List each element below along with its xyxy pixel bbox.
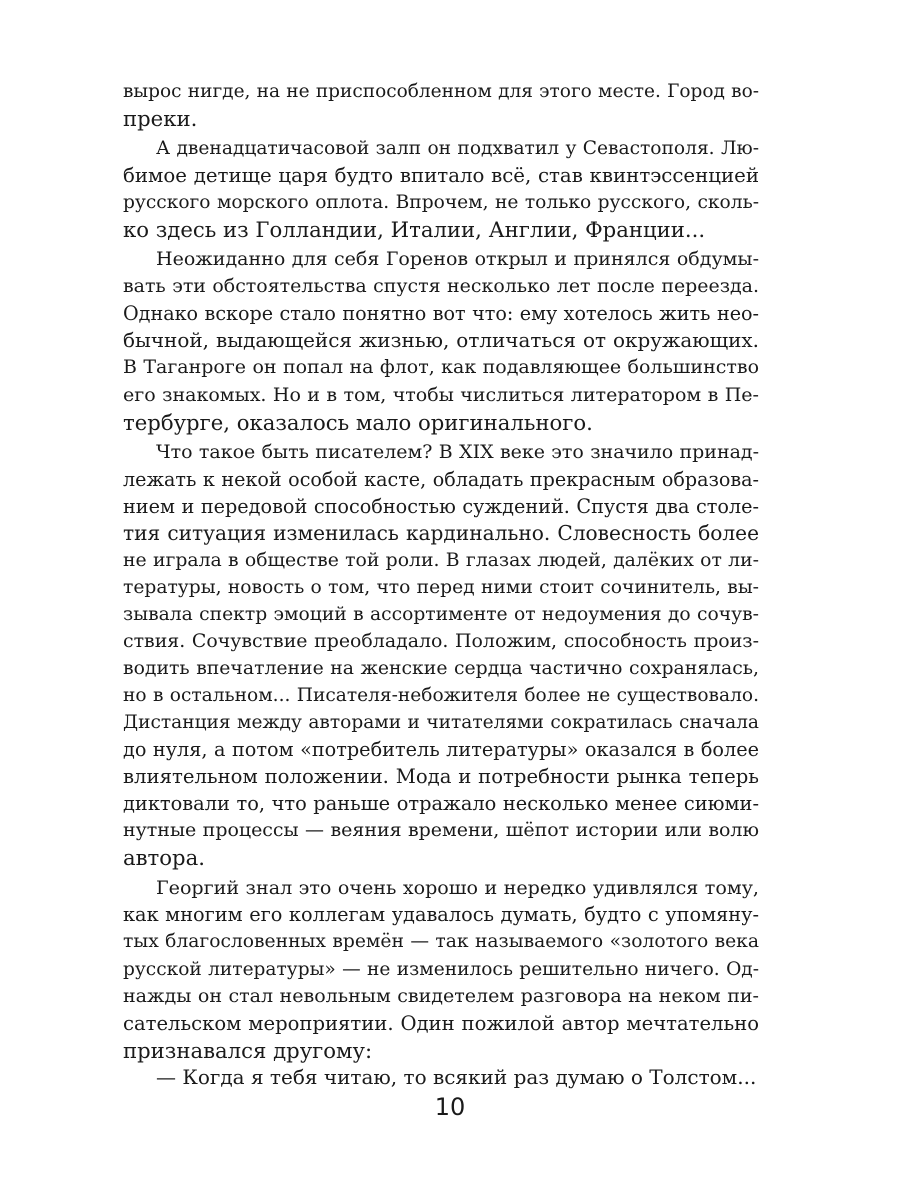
text-line: Дистанция между авторами и читателями сократилась сначала	[123, 712, 759, 734]
text-line: бычной, выдающейся жизнью, отличаться от окружающих.	[123, 328, 759, 353]
text-line: вать эти обстоятельства спустя несколько лет после переезда.	[123, 275, 759, 298]
text-line: А двенадцатичасовой залп он подхватил у Севастополя. Лю-	[156, 138, 759, 160]
text-line: Что такое быть писателем? В XIX веке это значило принад-	[156, 440, 759, 463]
text-line: как многим его коллегам удавалось думать, будто с упомяну-	[123, 903, 759, 927]
text-line: автора.	[123, 845, 205, 871]
text-line: нажды он стал невольным свидетелем разговора на неком пи-	[123, 984, 759, 1007]
text-line: ко здесь из Голландии, Италии, Англии, Франции...	[123, 217, 706, 243]
text-line: до нуля, а потом «потребитель литературы» оказался в более	[123, 738, 759, 762]
text-line: диктовали то, что раньше отражало несколько менее сиюми-	[123, 792, 759, 816]
text-line: преки.	[123, 106, 198, 132]
text-line: вырос нигде, на не приспособленном для этого месте. Город во-	[123, 81, 759, 102]
text-line: Георгий знал это очень хорошо и нередко удивлялся тому,	[156, 876, 759, 900]
text-line: русской литературы» — не изменилось решительно ничего. Од-	[123, 958, 759, 980]
body-text	[123, 78, 759, 1091]
text-line: не играла в обществе той роли. В глазах людей, далёких от ли-	[123, 549, 759, 571]
text-line: влиятельном положении. Мода и потребности рынка теперь	[123, 765, 759, 789]
text-line: его знакомых. Но и в том, чтобы числиться литератором в Пе-	[123, 383, 759, 406]
text-line: сательском мероприятии. Один пожилой автор мечтательно	[123, 1011, 759, 1035]
text-line: признавался другому:	[123, 1037, 373, 1063]
text-line: русского морского оплота. Впрочем, не только русского, сколь-	[123, 192, 759, 214]
text-line: тербурге, оказалось мало оригинального.	[123, 409, 593, 435]
text-line: нутные процессы — веяния времени, шёпот истории или волю	[123, 819, 759, 842]
text-line: тых благословенных времён — так называемого «золотого века	[123, 931, 759, 953]
text-line: зывала спектр эмоций в ассортименте от недоумения до сочув-	[123, 603, 759, 625]
text-line: нием и передовой способностью суждений. Спустя два столе-	[123, 494, 759, 518]
text-line: Однако вскоре стало понятно вот что: ему хотелось жить нео-	[123, 302, 759, 326]
text-line: Неожиданно для себя Горенов открыл и принялся обдумы-	[156, 248, 759, 271]
text-line: но в остальном... Писателя-небожителя более не существовало.	[123, 685, 759, 707]
text-line: бимое детище царя будто впитало всё, став квинтэссенцией	[123, 164, 759, 188]
text-line: тературы, новость о том, что перед ними стоит сочинитель, вы-	[123, 576, 759, 598]
text-line: водить впечатление на женские сердца частично сохранялась,	[123, 657, 759, 679]
text-line: лежать к некой особой касте, обладать прекрасным образова-	[123, 467, 759, 491]
text-line: ствия. Сочувствие преобладало. Положим, способность произ-	[123, 629, 759, 652]
dialogue-line: — Когда я тебя читаю, то всякий раз думаю о Толстом...	[156, 1064, 757, 1089]
page-number: 10	[434, 1093, 466, 1121]
text-line: тия ситуация изменилась кардинально. Словесность более	[123, 520, 759, 545]
text-line: В Таганроге он попал на флот, как подавляющее большинство	[123, 356, 759, 379]
